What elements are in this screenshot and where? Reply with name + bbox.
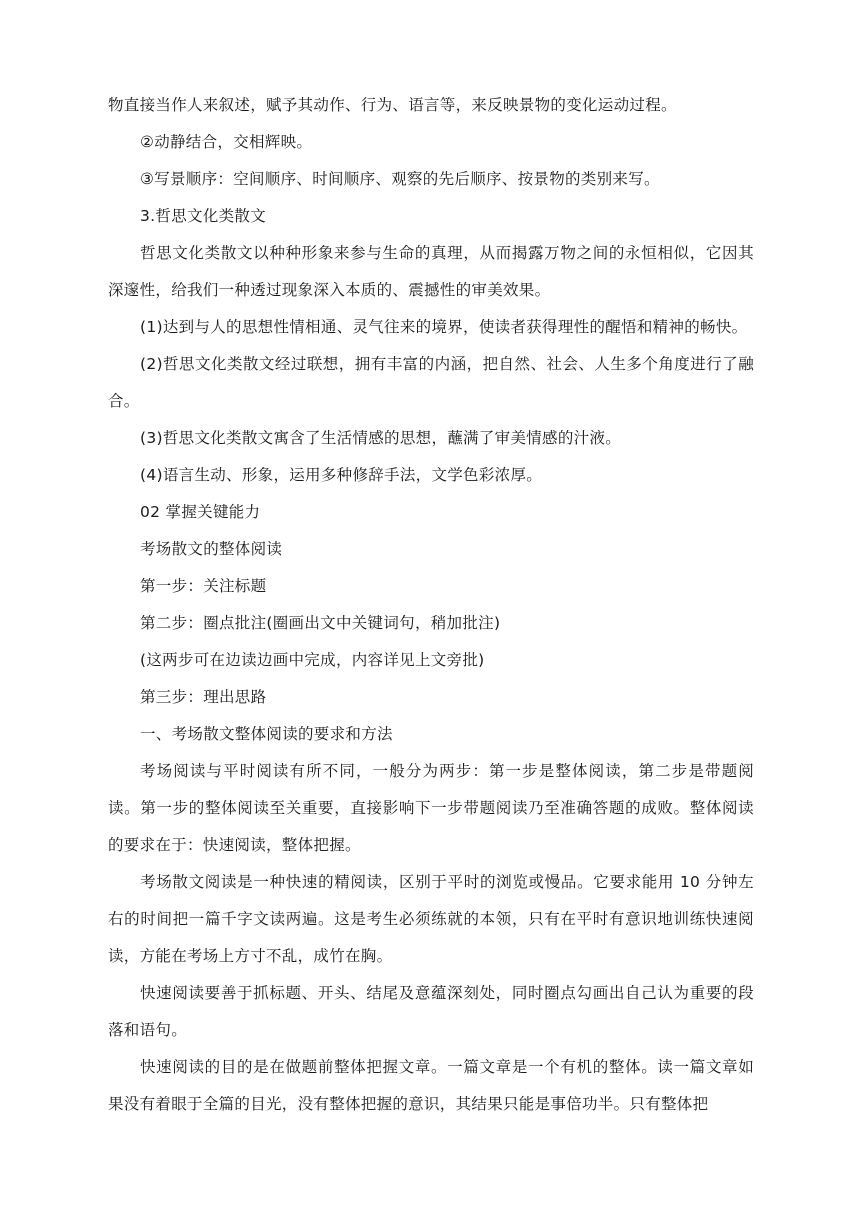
paragraph-19: 快速阅读要善于抓标题、开头、结尾及意蕴深刻处，同时圈点勾画出自己认为重要的段落和语句。 bbox=[108, 984, 754, 1039]
paragraph-5: 哲思文化类散文以种种形象来参与生命的真理，从而揭露万物之间的永恒相似，它因其深邃性，给我们一种透过现象深入本质的、震撼性的审美效果。 bbox=[108, 244, 754, 299]
list-item-3: (3)哲思文化类散文寓含了生活情感的思想，蘸满了审美情感的汁液。 bbox=[140, 429, 622, 447]
step-2: 第二步：圈点批注(圈画出文中关键词句，稍加批注) bbox=[140, 614, 501, 632]
paragraph-2: ②动静结合，交相辉映。 bbox=[140, 133, 313, 151]
paragraph-20: 快速阅读的目的是在做题前整体把握文章。一篇文章是一个有机的整体。读一篇文章如果没有着眼于全篇的目光，没有整体把握的意识，其结果只能是事倍功半。只有整体把 bbox=[108, 1058, 754, 1113]
paragraph-18: 考场散文阅读是一种快速的精阅读，区别于平时的浏览或慢品。它要求能用 10 分钟左右的时间把一篇千字文读两遍。这是考生必须练就的本领，只有在平时有意识地训练快速阅读，方能在考场上方寸不乱，成竹在胸。 bbox=[108, 873, 754, 965]
step-1: 第一步：关注标题 bbox=[140, 577, 267, 595]
step-3: 第三步：理出思路 bbox=[140, 688, 267, 706]
list-item-4: (4)语言生动、形象，运用多种修辞手法，文学色彩浓厚。 bbox=[140, 466, 543, 484]
paragraph-3: ③写景顺序：空间顺序、时间顺序、观察的先后顺序、按景物的类别来写。 bbox=[140, 170, 660, 188]
section-heading-02: 02 掌握关键能力 bbox=[140, 503, 261, 521]
list-item-2: (2)哲思文化类散文经过联想，拥有丰富的内涵，把自然、社会、人生多个角度进行了融合。 bbox=[108, 355, 754, 410]
paragraph-1: 物直接当作人来叙述，赋予其动作、行为、语言等，来反映景物的变化运动过程。 bbox=[108, 96, 677, 114]
section-heading-3: 3.哲思文化类散文 bbox=[140, 207, 266, 225]
section-heading-one: 一、考场散文整体阅读的要求和方法 bbox=[140, 725, 393, 743]
list-item-1: (1)达到与人的思想性情相通、灵气往来的境界，使读者获得理性的醒悟和精神的畅快。 bbox=[140, 318, 748, 336]
step-note: (这两步可在边读边画中完成，内容详见上文旁批) bbox=[140, 651, 485, 669]
paragraph-17: 考场阅读与平时阅读有所不同，一般分为两步：第一步是整体阅读，第二步是带题阅读。第一步的整体阅读至关重要，直接影响下一步带题阅读乃至准确答题的成败。整体阅读的要求在于：快速阅读，整体把握。 bbox=[108, 762, 754, 854]
subheading-overall-reading: 考场散文的整体阅读 bbox=[140, 540, 283, 558]
